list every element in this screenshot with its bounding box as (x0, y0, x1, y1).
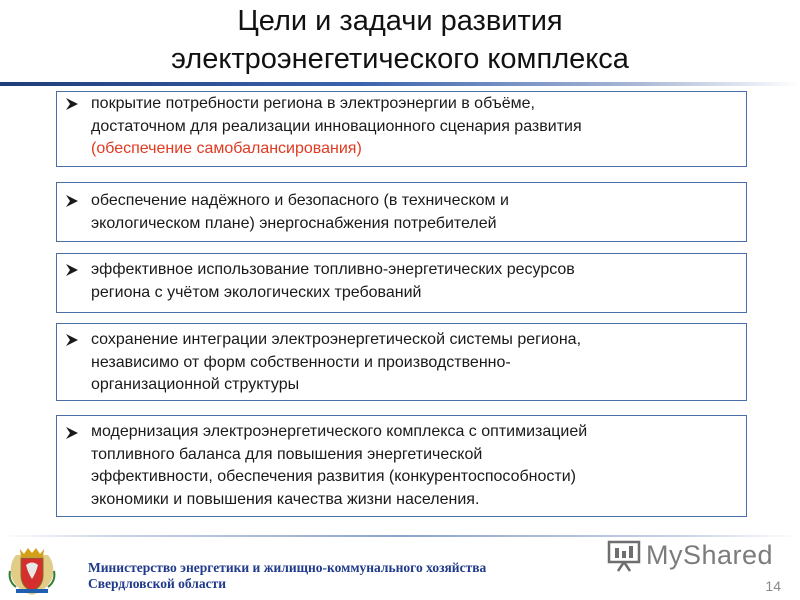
arrow-bullet-icon (65, 426, 79, 440)
goal-1-line-1: покрытие потребности региона в электроэнергии в объёме, (91, 95, 535, 112)
goal-5-line-2: топливного баланса для повышения энергетической (91, 445, 483, 463)
arrow-bullet-icon (65, 263, 79, 277)
goal-box-2 (56, 182, 747, 242)
goal-text-1 (91, 93, 738, 161)
goal-1-line-2: достаточном для реализации инновационного сценария развития (91, 117, 582, 135)
arrow-bullet-icon (65, 194, 79, 208)
myshared-logo[interactable] (606, 536, 774, 576)
title-line-2: электроэнегетического комплекса (171, 43, 629, 75)
logo-text: MyShared (646, 540, 774, 570)
goal-2-line-1: обеспечение надёжного и безопасного (в техническом и (91, 192, 509, 209)
goal-4-line-2: независимо от форм собственности и производственно- (91, 353, 511, 371)
goal-text-5 (91, 421, 738, 511)
goal-5-line-1: модернизация электроэнергетического комплекса с оптимизацией (91, 423, 588, 440)
goal-text-4 (91, 329, 738, 397)
arrow-bullet-icon (65, 97, 79, 111)
goal-3-line-1: эффективное использование топливно-энергетических ресурсов (91, 261, 575, 278)
goal-5-line-3: эффективности, обеспечения развития (конкурентоспособности) (91, 468, 576, 485)
goal-text-3 (91, 259, 738, 304)
coat-of-arms-icon (6, 545, 58, 597)
ministry-line-1: Министерство энергетики и жилищно-коммунального хозяйства (88, 560, 487, 575)
goal-4-line-1: сохранение интеграции электроэнергетической системы региона, (91, 331, 582, 348)
ministry-name (88, 560, 486, 592)
goal-box-3 (56, 253, 747, 313)
goal-5-line-4: экономики и повышения качества жизни населения. (91, 490, 480, 508)
goal-box-5 (56, 415, 747, 517)
presentation-board-icon (606, 540, 642, 572)
slide-title (0, 2, 800, 78)
arrow-bullet-icon (65, 333, 79, 347)
goal-4-line-3: организационной структуры (91, 376, 300, 393)
goal-1-highlight: (обеспечение самобалансирования) (91, 140, 362, 157)
goal-text-2 (91, 190, 738, 235)
title-underline (0, 82, 800, 86)
page-number: 14 (765, 578, 781, 594)
goal-box-1 (56, 91, 747, 167)
goal-3-line-2: региона с учётом экологических требований (91, 283, 422, 301)
goal-box-4 (56, 323, 747, 401)
goal-2-line-2: экологическом плане) энергоснабжения потребителей (91, 214, 497, 232)
title-line-1: Цели и задачи развития (237, 5, 563, 37)
ministry-line-2: Свердловской области (88, 576, 227, 591)
